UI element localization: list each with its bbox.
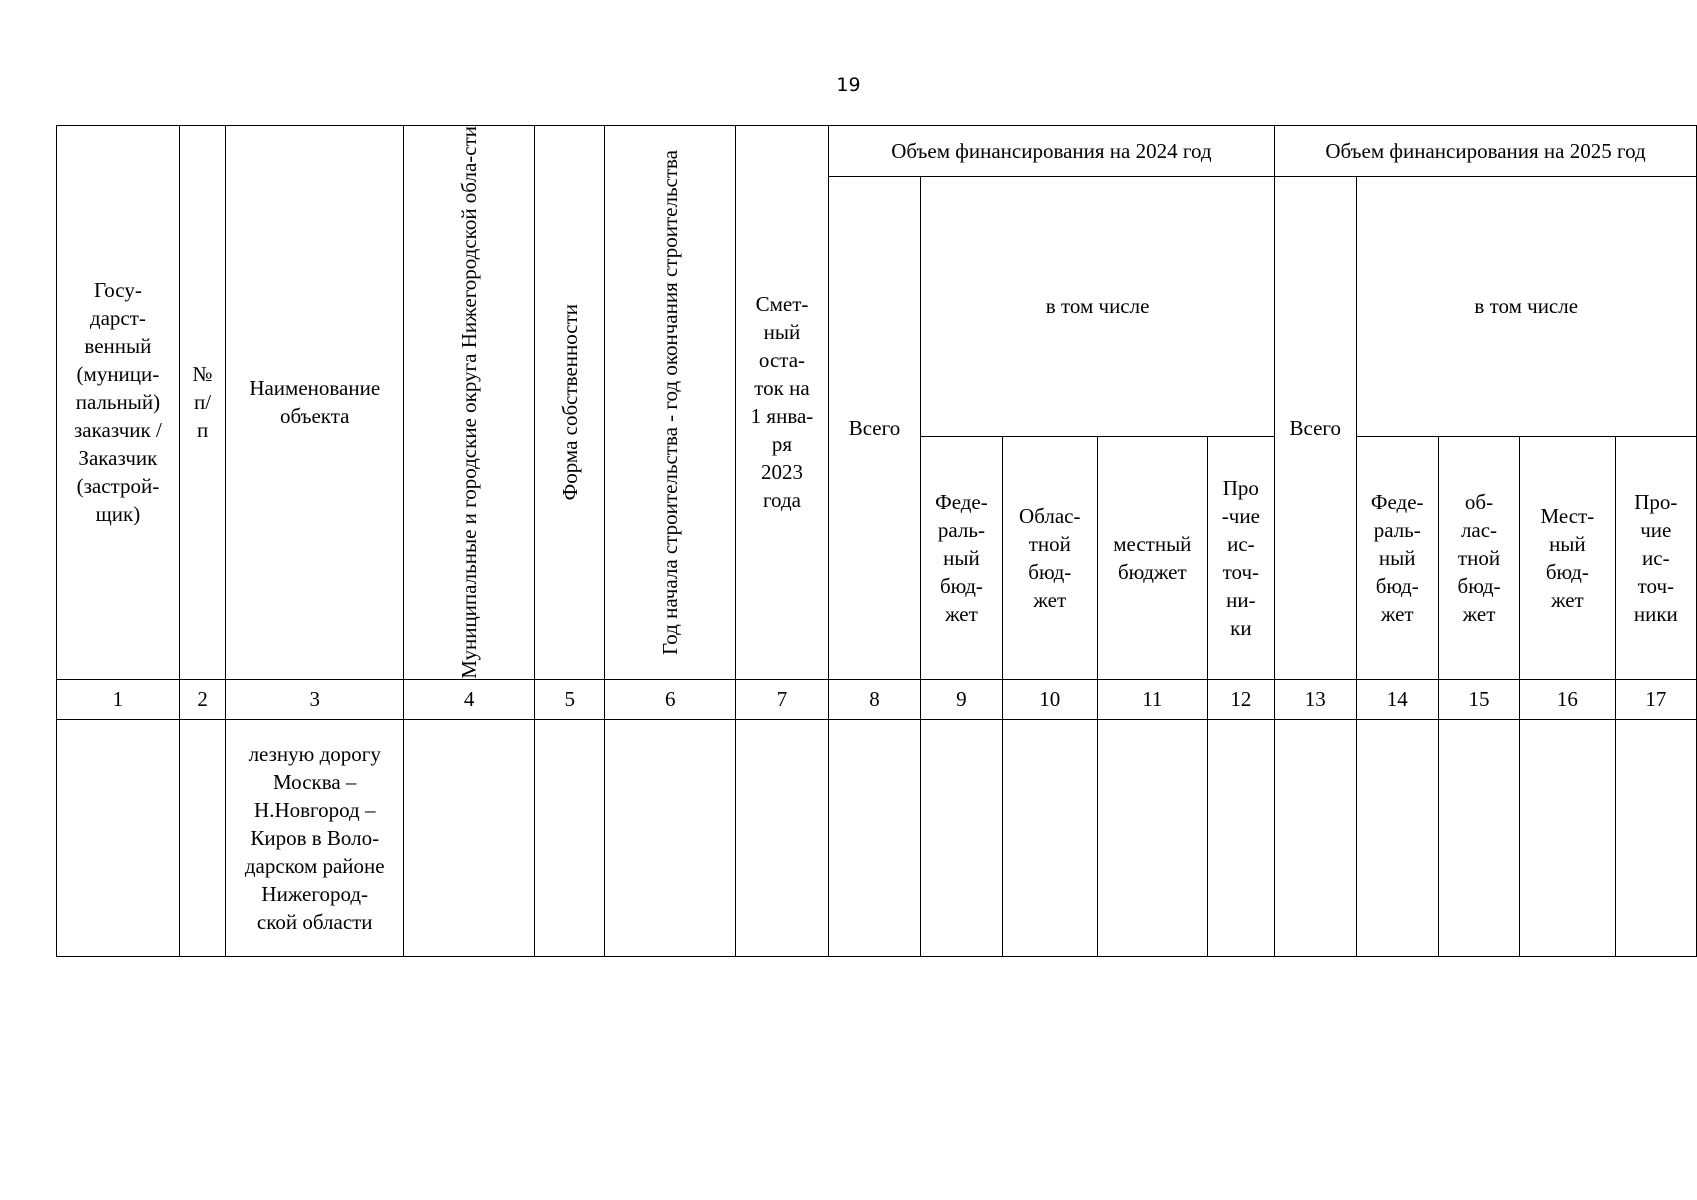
header-other-sources-2024: Про -чие ис- точ- ни- ки [1207,436,1274,679]
header-row-groups [57,126,1697,177]
header-including-2025: в том числе [1356,177,1697,437]
header-other-sources-2025: Про- чие ис- точ- ники [1615,436,1696,679]
header-federal-budget-2025: Феде- раль- ный бюд- жет [1356,436,1438,679]
cell-regional-2024 [1002,719,1097,956]
cell-object-name: лезную дорогу Москва – Н.Новгород – Киров в Воло- дарском районе Нижегород- ской области [226,719,404,956]
cell-total-2025 [1275,719,1356,956]
header-financing-2025: Объем финансирования на 2025 год [1275,126,1697,177]
cell-other-2025 [1615,719,1696,956]
cell-federal-2025 [1356,719,1438,956]
column-number: 5 [535,679,605,719]
column-number: 4 [404,679,535,719]
column-number: 10 [1002,679,1097,719]
column-number: 2 [179,679,226,719]
cell-other-2024 [1207,719,1274,956]
cell-local-2024 [1097,719,1207,956]
header-total-2025: Всего [1275,177,1356,680]
header-total-2024: Всего [828,177,921,680]
header-federal-budget-2024: Феде- раль- ный бюд- жет [921,436,1002,679]
column-number: 15 [1438,679,1519,719]
cell-regional-2025 [1438,719,1519,956]
page-number: 19 [836,74,861,96]
cell-total-2024 [828,719,921,956]
header-local-budget-2025: Мест- ный бюд- жет [1520,436,1616,679]
header-local-budget-2024: местный бюджет [1097,436,1207,679]
cell-ownership-form [535,719,605,956]
column-number: 9 [921,679,1002,719]
financing-table [56,125,1697,957]
cell-customer [57,719,180,956]
cell-number [179,719,226,956]
column-number: 16 [1520,679,1616,719]
cell-federal-2024 [921,719,1002,956]
header-construction-years: Год начала строительства - год окончания строительства [605,126,736,680]
header-customer: Госу- дарст- венный (муници- пальный) заказчик / Заказчик (застрой- щик) [57,126,180,680]
column-number: 1 [57,679,180,719]
header-including-2024: в том числе [921,177,1275,437]
header-ownership-form: Форма собственности [535,126,605,680]
column-number: 6 [605,679,736,719]
column-number: 12 [1207,679,1274,719]
column-number: 11 [1097,679,1207,719]
column-number: 8 [828,679,921,719]
column-number: 17 [1615,679,1696,719]
header-municipal-districts: Муниципальные и городские округа Нижегородской обла-сти [404,126,535,680]
cell-estimated-balance [736,719,828,956]
column-numbers-row [57,679,1697,719]
table-row [57,719,1697,956]
header-regional-budget-2024: Облас- тной бюд- жет [1002,436,1097,679]
header-financing-2024: Объем финансирования на 2024 год [828,126,1274,177]
column-number: 14 [1356,679,1438,719]
cell-local-2025 [1520,719,1616,956]
header-regional-budget-2025: об- лас- тной бюд- жет [1438,436,1519,679]
column-number: 3 [226,679,404,719]
header-number: № п/ п [179,126,226,680]
cell-construction-years [605,719,736,956]
cell-municipal-district [404,719,535,956]
header-object-name: Наименование объекта [226,126,404,680]
header-estimated-balance: Смет- ный оста- ток на 1 янва- ря 2023 года [736,126,828,680]
column-number: 13 [1275,679,1356,719]
column-number: 7 [736,679,828,719]
